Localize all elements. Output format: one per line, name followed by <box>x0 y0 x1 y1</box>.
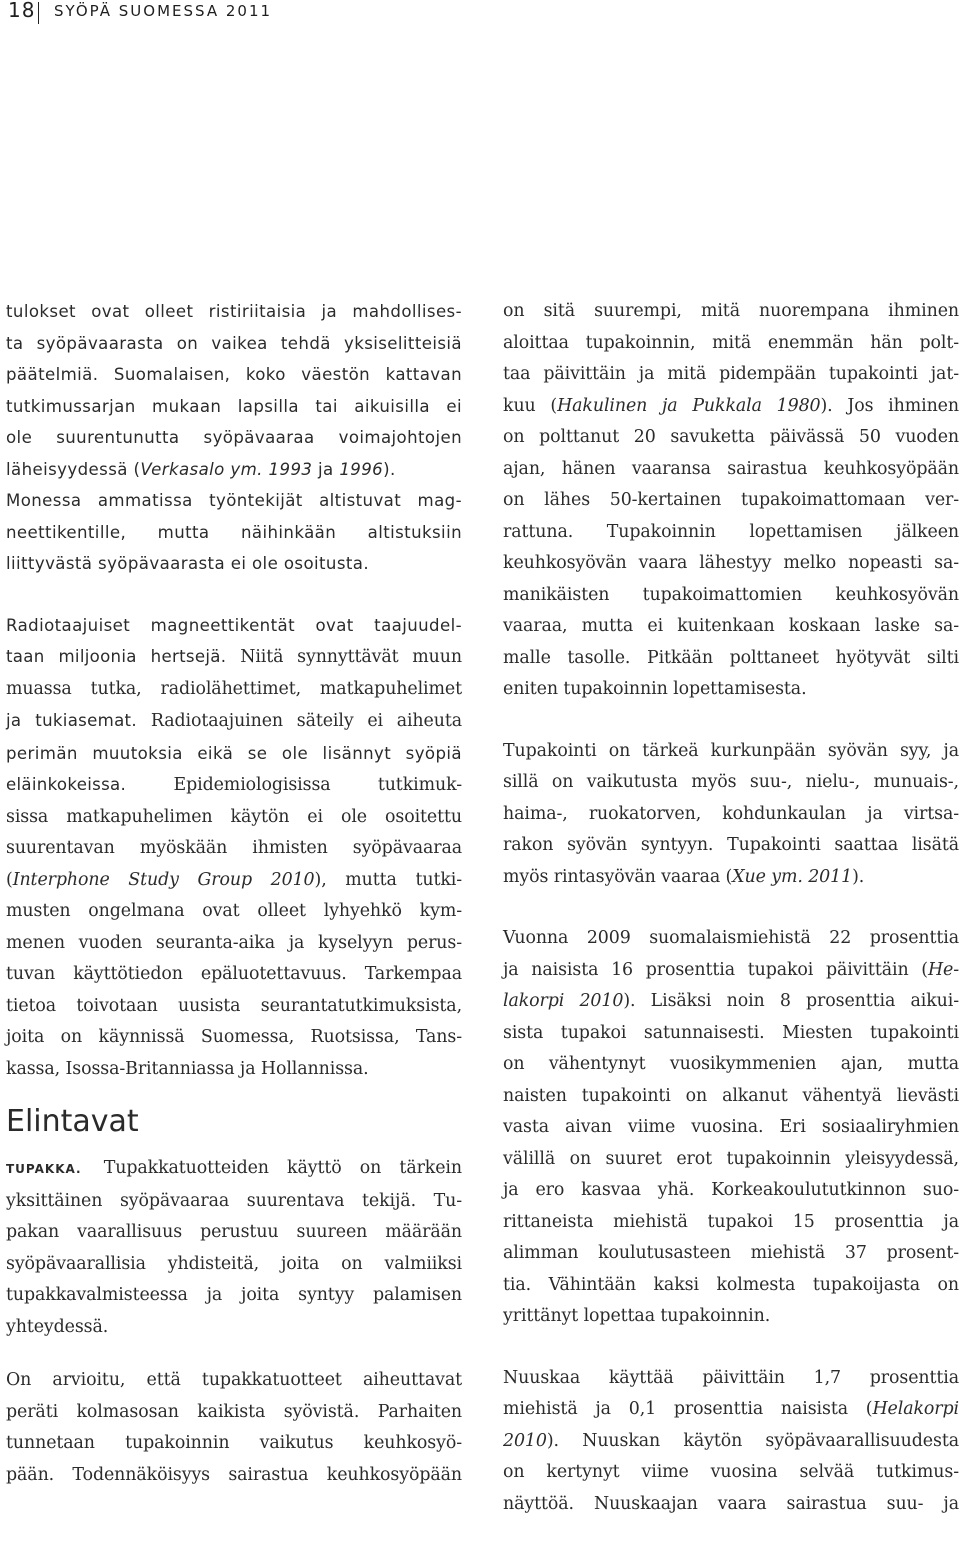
text-line: miehistä ja 0,1 prosenttia naisista (Helakorpi <box>503 1399 959 1419</box>
paragraph <box>503 736 959 894</box>
text-line: näyttöä. Nuuskaajan vaara sairastua suu- ja <box>503 1493 959 1514</box>
text-line: neettikentille, mutta näihinkään altistuksiin <box>6 522 462 542</box>
text-line: TUPAKKA. Tupakkatuotteiden käyttö on tärkein <box>6 1158 462 1178</box>
text-line: ajan, hänen vaaransa sairastua keuhkosyöpään <box>503 458 959 479</box>
text-line: rakon syövän syntyyn. Tupakointi saattaa lisätä <box>503 835 960 855</box>
paragraph <box>503 1363 959 1521</box>
text-line: perimän muutoksia eikä se ole lisännyt syöpiä <box>6 743 462 763</box>
paragraph <box>6 1153 462 1343</box>
text-line: kassa, Isossa-Britanniassa ja Hollannissa. <box>6 1058 369 1079</box>
running-title: SYÖPÄ SUOMESSA 2011 <box>54 2 273 20</box>
citation: Helakorpi <box>872 1399 959 1419</box>
paragraph <box>6 1365 462 1491</box>
text-line: peräti kolmasosan kaikista syövistä. Parhaiten <box>6 1401 462 1422</box>
text-line: ta syöpävaarasta on vaikea tehdä yksiselitteisiä <box>6 333 462 353</box>
text-line: tietoa toivotaan uusista seurantatutkimuksista, <box>6 995 462 1016</box>
text-line: (Interphone Study Group 2010), mutta tutki- <box>6 869 463 890</box>
text-line: Radiotaajuiset magneettikentät ovat taajuudel- <box>6 615 462 635</box>
text-line: haima-, ruokatorven, kohdunkaulan ja virtsa- <box>503 803 959 824</box>
text-line: manikäisten tupakoimattomien keuhkosyövän <box>503 584 959 605</box>
section-heading: Elintavat <box>6 1104 139 1139</box>
header-divider <box>38 2 39 24</box>
text-line: on polttanut 20 savuketta päivässä 50 vuoden <box>503 427 959 447</box>
text-line: sissa matkapuhelimen käytön ei ole osoitettu <box>6 806 462 827</box>
text-line: 2010). Nuuskan käytön syöpävaarallisuudesta <box>503 1430 959 1451</box>
text-line: musten ongelmana ovat olleet lyhyehkö kym- <box>6 901 462 921</box>
paragraph <box>6 610 462 1086</box>
text-line: sista tupakoi satunnaisesti. Miesten tupakointi <box>503 1022 959 1043</box>
text-line: tia. Vähintään kaksi kolmesta tupakoijasta on <box>503 1274 959 1295</box>
citation: Interphone Study Group 2010 <box>12 869 315 890</box>
text-line: Vuonna 2009 suomalaismiehistä 22 prosenttia <box>503 928 959 948</box>
text-line: eläinkokeissa. Epidemiologisissa tutkimuk- <box>6 775 462 795</box>
text-line: yrittänyt lopettaa tupakoinnin. <box>503 1306 771 1326</box>
page-number: 18 <box>8 0 36 22</box>
text-line: tulokset ovat olleet ristiriitaisia ja mahdollises- <box>6 302 462 321</box>
text-line: lakorpi 2010). Lisäksi noin 8 prosenttia aikui- <box>503 991 959 1011</box>
text-line: taa päivittäin ja mitä pidempään tupakointi jat- <box>503 364 959 384</box>
citation: Hakulinen ja Pukkala 1980 <box>557 395 821 416</box>
text-line: taan miljoonia hertsejä. Niitä synnyttävät muun <box>6 647 462 667</box>
text-line: rattuna. Tupakoinnin lopettamisen jälkeen <box>503 521 959 542</box>
text-line: On arvioitu, että tupakkatuotteet aiheuttavat <box>6 1370 462 1390</box>
text-line: keuhkosyövän vaara lähestyy melko nopeasti sa- <box>503 553 959 573</box>
text-line: Nuuskaa käyttää päivittäin 1,7 prosenttia <box>503 1367 959 1388</box>
text-line: päätelmiä. Suomalaisen, koko väestön kattavan <box>6 365 462 384</box>
text-line: rittaneista miehistä tupakoi 15 prosenttia ja <box>503 1211 959 1232</box>
text-line: joita on käynnissä Suomessa, Ruotsissa, Tans- <box>6 1027 462 1047</box>
lead-label: TUPAKKA. <box>6 1162 82 1176</box>
citation: Verkasalo ym. 1993 <box>140 459 313 479</box>
text-line: menen vuoden seuranta-aika ja kyselyyn perus- <box>6 932 462 953</box>
citation: 1996 <box>339 459 384 479</box>
text-line: muassa tutka, radiolähettimet, matkapuhelimet <box>6 678 462 699</box>
text-line: vaaraa, mutta ei kuitenkaan koskaan laske sa- <box>503 616 959 636</box>
text-line: alimman koulutusasteen miehistä 37 prosent- <box>503 1243 959 1263</box>
paragraph <box>6 296 462 580</box>
text-line: on lähes 50-kertainen tupakoimattomaan ver- <box>503 490 959 510</box>
text-line: liittyvästä syöpävaarasta ei ole osoitusta. <box>6 554 370 573</box>
citation: lakorpi 2010 <box>503 991 624 1011</box>
text-line: sillä on vaikutusta myös suu-, nielu-, munuais-, <box>503 772 959 792</box>
running-header <box>0 0 400 28</box>
text-line: tunnetaan tupakoinnin vaikutus keuhkosyö- <box>6 1433 462 1453</box>
text-line: Tupakointi on tärkeä kurkunpään syövän syy, ja <box>503 740 959 761</box>
text-line: pään. Todennäköisyys sairastua keuhkosyöpään <box>6 1464 462 1485</box>
paragraph <box>503 923 959 1333</box>
text-line: on kertynyt viime vuosina selvää tutkimus- <box>503 1462 959 1482</box>
text-line: Monessa ammatissa työntekijät altistuvat mag- <box>6 491 462 510</box>
left-column <box>6 296 462 1491</box>
text-line: suurentavan myöskään ihmisten syöpävaaraa <box>6 838 462 858</box>
text-line: ja ero kasvaa yhä. Korkeakoulututkinnon suo- <box>503 1180 959 1200</box>
text-line: tuvan käyttötiedon epäluotettavuus. Tarkempaa <box>6 964 462 984</box>
text-line: eniten tupakoinnin lopettamisesta. <box>503 679 807 699</box>
text-line: läheisyydessä (Verkasalo ym. 1993 ja 1996). <box>6 459 396 479</box>
text-line: yksittäinen syöpävaaraa suurentava tekijä. Tu- <box>6 1190 462 1211</box>
text-line: naisten tupakointi on alkanut vähentyä lievästi <box>503 1085 959 1106</box>
text-line: on vähentynyt vuosikymmenien ajan, mutta <box>503 1054 959 1074</box>
text-line: malle tasolle. Pitkään polttaneet hyötyvät silti <box>503 647 959 668</box>
citation: 2010 <box>503 1430 547 1451</box>
text-line: on sitä suurempi, mitä nuorempana ihminen <box>503 301 959 321</box>
text-line: vasta aivan viime vuosina. Eri sosiaaliryhmien <box>503 1117 959 1137</box>
text-line: pakan vaarallisuus perustuu suureen määrään <box>6 1222 462 1242</box>
text-line: ole suurentunutta syöpävaaraa voimajohtojen <box>6 428 462 447</box>
text-line: tupakkavalmisteessa ja joita syntyy palamisen <box>6 1285 462 1305</box>
citation: Xue ym. 2011 <box>732 866 853 887</box>
text-line: yhteydessä. <box>6 1316 109 1337</box>
text-line: ja naisista 16 prosenttia tupakoi päivittäin (He- <box>503 959 959 980</box>
text-line: ja tukiasemat. Radiotaajuinen säteily ei aiheuta <box>6 711 462 731</box>
text-line: myös rintasyövän vaaraa (Xue ym. 2011). <box>503 866 865 887</box>
text-line: tutkimussarjan mukaan lapsilla tai aikuisilla ei <box>6 396 462 416</box>
paragraph <box>503 296 959 706</box>
right-column <box>503 296 959 1520</box>
citation: He- <box>927 959 959 980</box>
text-line: kuu (Hakulinen ja Pukkala 1980). Jos ihminen <box>503 395 959 416</box>
text-line: aloittaa tupakoinnin, mitä enemmän hän polt- <box>503 332 959 353</box>
text-line: välillä on suuret erot tupakoinnin yleisyydessä, <box>503 1148 959 1169</box>
text-line: syöpävaarallisia yhdisteitä, joita on valmiiksi <box>6 1253 462 1274</box>
